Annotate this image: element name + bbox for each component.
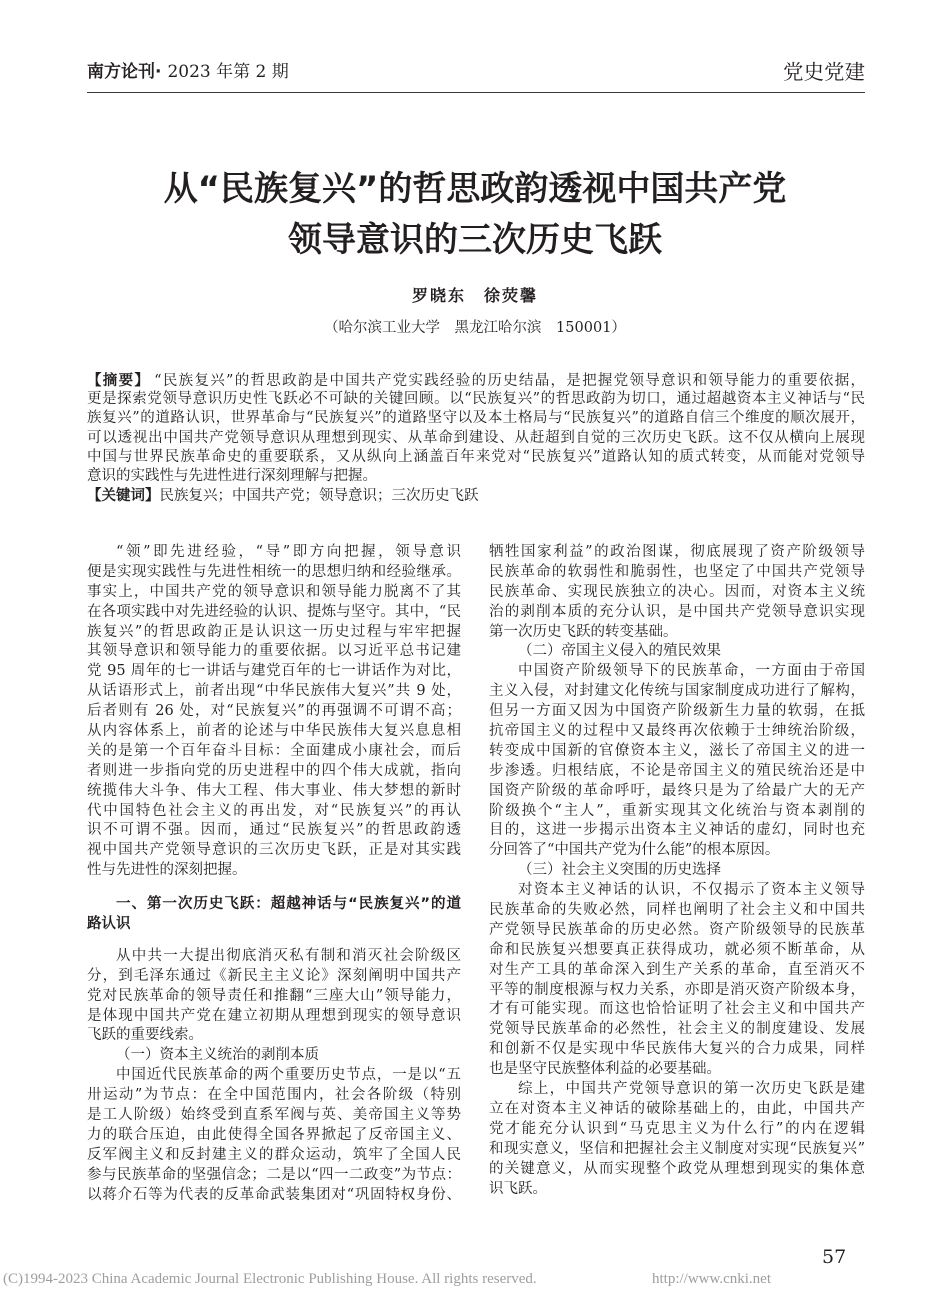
text-line: 的关键意义，从而实现整个政党从理想到现实的集体意 (489, 1160, 865, 1177)
text-line: 一、第一次历史飞跃：超越神话与“民族复兴”的道 (116, 896, 461, 913)
text-line: 统揽伟大斗争、伟大工程、伟大事业、伟大梦想的新时 (87, 782, 461, 799)
text-line: 识飞跃。 (489, 1180, 547, 1197)
text-line: 党才能充分认识到“马克思主义为什么行”的内在逻辑 (489, 1120, 865, 1137)
text-line: 和创新不仅是实现中华民族伟大复兴的合力成果，同样 (489, 1041, 865, 1058)
text-line: 路认识 (87, 916, 131, 933)
text-line: 是工人阶级）始终受到直系军阀与英、美帝国主义等势 (87, 1107, 461, 1124)
body-paragraph (489, 1080, 865, 1199)
body-paragraph (87, 947, 461, 1046)
text-line: 步渗透。归根结底，不论是帝国主义的殖民统治还是中 (489, 762, 865, 779)
abstract-line: 族复兴”的道路认识，世界革命与“民族复兴”的道路坚守以及本土格局与“民族复兴”的道路自信三个维度的顺次展开， (87, 410, 865, 427)
text-line: 事实上，中国共产党的领导意识和领导能力脱离不了其 (87, 583, 461, 600)
text-line: 对资本主义神话的认识，不仅揭示了资本主义领导 (518, 882, 865, 899)
text-line: 主义入侵，对封建文化传统与国家制度成功进行了解构， (489, 683, 865, 700)
text-line: 族复兴”的哲思政韵正是认识这一历史过程与牢牢把握 (87, 623, 461, 640)
text-line: 抗帝国主义的过程中又最终再次依赖于士绅统治阶级， (489, 723, 865, 740)
text-line: 命和民族复兴想要真正获得成功，就必须不断革命，从 (489, 941, 865, 958)
abstract-text: “民族复兴”的哲思政韵是中国共产党实践经验的历史结晶，是把握党领导意识和领导能力的重要依据， (154, 373, 866, 389)
abstract-line: 意识的实践性与先进性进行深刻理解与把握。 (87, 467, 377, 484)
text-line: 也是坚守民族整体利益的必要基础。 (489, 1061, 721, 1078)
text-line: 牺牲国家利益”的政治图谋，彻底展现了资产阶级领导 (489, 544, 865, 560)
page-number: 57 (822, 1246, 847, 1268)
text-line: 民族革命、实现民族独立的决心。因而，对资本主义统 (489, 583, 865, 600)
text-line: 中国近代民族革命的两个重要历史节点，一是以“五 (116, 1067, 461, 1084)
authors: 罗晓东 徐荧馨 (411, 286, 538, 305)
text-line: 从内容体系上，前者的论述与中华民族伟大复兴息息相 (87, 723, 461, 740)
running-header-section: 党史党建 (783, 60, 865, 84)
body-paragraph (489, 881, 865, 1080)
body-column-left (87, 543, 461, 1206)
affiliation: （哈尔滨工业大学 黑龙江哈尔滨 150001） (324, 320, 626, 336)
keywords-text: 民族复兴；中国共产党；领导意识；三次历史飞跃 (159, 488, 479, 505)
text-line: 民族革命的软弱性和脆弱性，也坚定了中国共产党领导 (489, 563, 865, 580)
footer-url: http://www.cnki.net (652, 1271, 772, 1287)
text-line: 党对民族革命的领导责任和推翻“三座大山”领导能力， (87, 987, 461, 1004)
text-line: 中国资产阶级领导下的民族革命，一方面由于帝国 (518, 663, 865, 680)
subsection-heading (489, 642, 865, 662)
abstract (87, 371, 865, 505)
abstract-line: 中国与世界民族革命史的重要联系，又从纵向上涵盖百年来党对“民族复兴”道路认知的质式转变，从而能对党领导 (87, 448, 865, 465)
section-heading (87, 895, 461, 935)
text-line: （三）社会主义突围的历史选择 (518, 862, 721, 879)
text-line: 性与先进性的深刻把握。 (87, 862, 247, 879)
running-header-journal (87, 61, 289, 83)
abstract-label: 【摘要】 (87, 372, 151, 389)
text-line: 才有可能实现。而这也恰恰证明了社会主义和中国共产 (489, 1001, 865, 1018)
text-line: 转变成中国新的官僚资本主义，滋长了帝国主义的进一 (489, 742, 865, 759)
body-paragraph (489, 662, 865, 861)
subsection-heading (489, 861, 865, 881)
text-line: 飞跃的重要线索。 (87, 1027, 203, 1044)
keywords-label: 【关键词】 (87, 487, 160, 505)
text-line: 民族革命的失败必然，同样也阐明了社会主义和中国共 (489, 902, 865, 919)
keywords (87, 486, 865, 505)
text-line: 和现实意义，坚信和把握社会主义制度对实现“民族复兴” (489, 1140, 865, 1157)
abstract-line (87, 371, 865, 390)
footer-copyright: (C)1994-2023 China Academic Journal Electronic Publishing House. All rights reserved. (3, 1271, 537, 1287)
text-line: （一）资本主义统治的剥削本质 (116, 1047, 319, 1064)
article-title (0, 164, 950, 266)
text-line: 反军阀主义和反封建主义的群众运动，筑牢了全国人民 (87, 1146, 461, 1163)
text-line: 但另一方面又因为中国资产阶级新生力量的软弱，在抵 (489, 703, 865, 720)
text-line: 卅运动”为节点：在全中国范围内，社会各阶级（特别 (87, 1087, 461, 1104)
body-paragraph (489, 543, 865, 642)
text-line: 关的是第一个百年奋斗目标：全面建成小康社会，而后 (87, 742, 461, 759)
text-line: 以蒋介石等为代表的反革命武装集团对“巩固特权身份、 (87, 1186, 461, 1203)
text-line: 识不可谓不强。因而，通过“民族复兴”的哲思政韵透 (87, 822, 461, 839)
text-line: 力的联合压迫，由此使得全国各界掀起了反帝国主义、 (87, 1126, 461, 1143)
text-line: 参与民族革命的坚强信念；二是以“四一二政变”为节点： (87, 1166, 461, 1183)
text-line: 是体现中国共产党在建立初期从理想到现实的领导意识 (87, 1007, 461, 1024)
text-line: 立在对资本主义神话的破除基础上的，由此，中国共产 (489, 1100, 865, 1117)
text-line: 从话语形式上，前者出现“中华民族伟大复兴”共 9 处， (87, 683, 461, 700)
text-line: 后者则有 26 处，对“民族复兴”的再强调不可谓不高； (87, 703, 461, 720)
text-line: 便是实现实践性与先进性相统一的思想归纳和经验继承。 (87, 563, 461, 580)
text-line: 分，到毛泽东通过《新民主主义论》深刻阐明中国共产 (87, 967, 461, 984)
article-title-line-1: 从“民族复兴”的哲思政韵透视中国共产党 (163, 169, 787, 209)
text-line: 在各项实践中对先进经验的认识、提炼与坚守。其中，“民 (87, 603, 461, 620)
text-line: 者则进一步指向党的历史进程中的四个伟大成就，指向 (87, 762, 461, 779)
text-line: 对生产工具的革命深入到生产关系的革命，直至消灭不 (489, 961, 865, 978)
text-line: 治的剥削本质的充分认识，是中国共产党领导意识实现 (489, 603, 865, 620)
text-line: 代中国特色社会主义的再出发，对“民族复兴”的再认 (87, 802, 461, 819)
text-line: 党领导民族革命的必然性，社会主义的制度建设、发展 (489, 1021, 865, 1038)
text-line: 分回答了“中国共产党为什么能”的根本原因。 (489, 842, 780, 859)
body-paragraph (87, 543, 461, 881)
text-line: 从中共一大提出彻底消灭私有制和消灭社会阶级区 (116, 947, 461, 964)
text-line: “领”即先进经验，“导”即方向把握，领导意识 (116, 544, 461, 560)
article-title-line-2: 领导意识的三次历史飞跃 (288, 220, 662, 260)
text-line: 党 95 周年的七一讲话与建党百年的七一讲话作为对比， (87, 663, 461, 680)
text-line: 目的，这进一步揭示出资本主义神话的虚幻，同时也充 (489, 822, 865, 839)
abstract-line: 更是探索党领导意识历史性飞跃必不可缺的关键回顾。以“民族复兴”的哲思政韵为切口，通过超越资本主义神话与“民 (87, 391, 865, 408)
header-divider (87, 92, 865, 93)
body-paragraph (87, 1066, 461, 1205)
body-column-right (489, 543, 865, 1199)
text-line: 其领导意识和领导能力的重要依据。以习近平总书记建 (87, 643, 461, 660)
text-line: 产党领导民族革命的历史必然。资产阶级领导的民族革 (489, 921, 865, 938)
text-line: 国资产阶级的革命呼吁，最终只是为了给最广大的无产 (489, 782, 865, 799)
text-line: （二）帝国主义侵入的殖民效果 (518, 643, 721, 660)
text-line: 综上，中国共产党领导意识的第一次历史飞跃是建 (518, 1081, 865, 1098)
subsection-heading (87, 1046, 461, 1066)
text-line: 阶级换个“主人”，重新实现其文化统治与资本剥削的 (489, 802, 865, 819)
abstract-line: 可以透视出中国共产党领导意识从理想到现实、从革命到建设、从赶超到自觉的三次历史飞跃。这不仅从横向上展现 (87, 429, 865, 446)
text-line: 视中国共产党领导意识的三次历史飞跃，正是对其实践 (87, 842, 461, 859)
text-line: 第一次历史飞跃的转变基础。 (489, 623, 678, 640)
journal-issue: 2023 年第 2 期 (167, 62, 289, 82)
journal-name: 南方论刊· (87, 62, 162, 82)
text-line: 平等的制度根源与权力关系，亦即是消灭资产阶级本身， (489, 981, 865, 998)
